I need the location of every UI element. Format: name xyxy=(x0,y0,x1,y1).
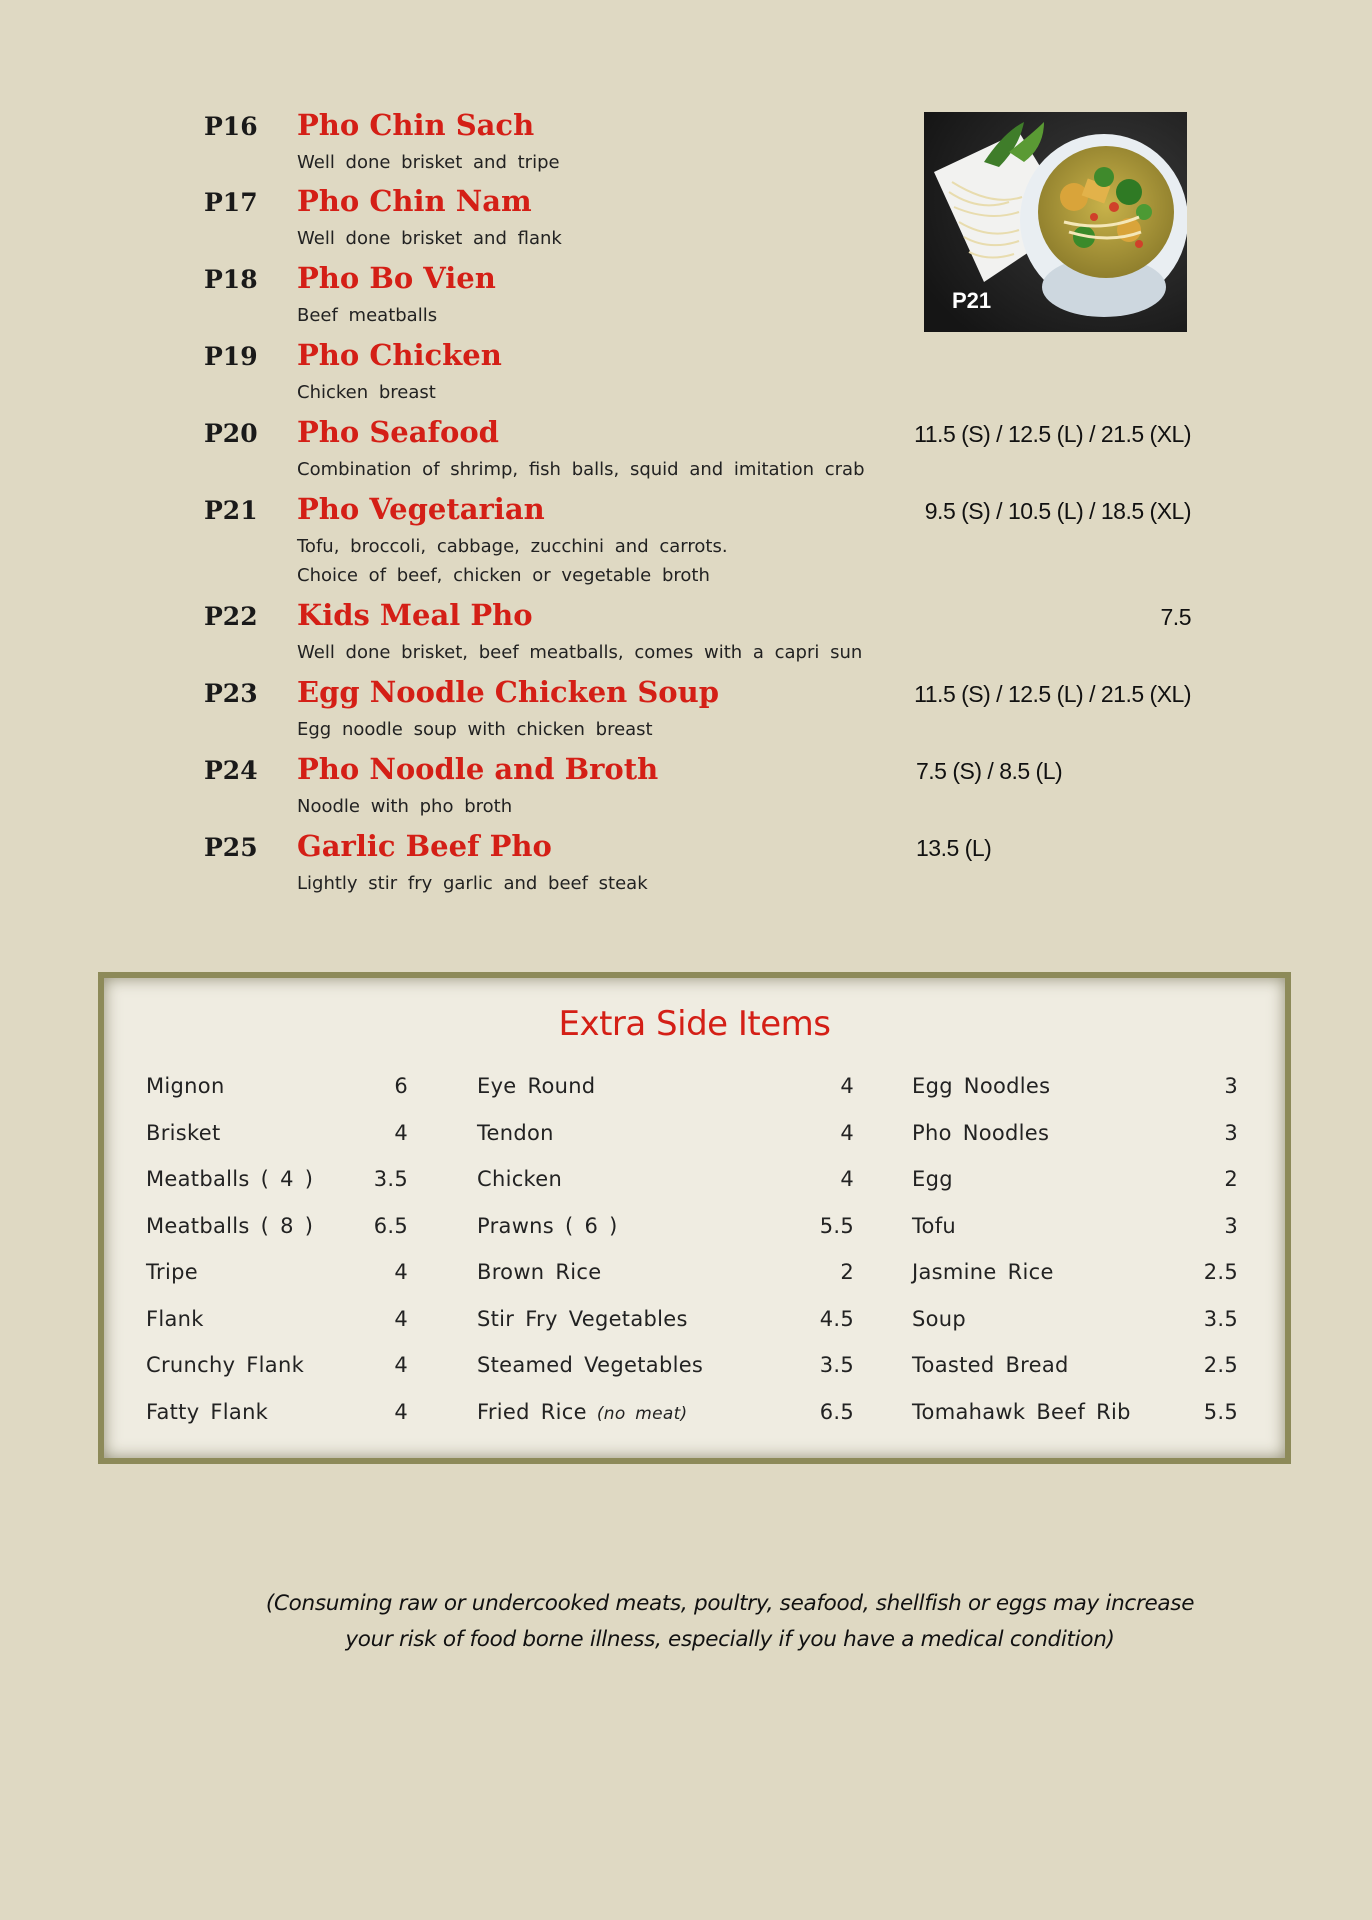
side-item-price: 6 xyxy=(394,1074,408,1098)
side-item xyxy=(146,1307,408,1354)
side-item xyxy=(912,1167,1238,1214)
item-description: Lightly stir fry garlic and beef steak xyxy=(297,873,648,894)
side-item-label: Chicken xyxy=(477,1167,563,1191)
side-item xyxy=(477,1074,854,1121)
side-item-label: Brisket xyxy=(146,1120,221,1145)
side-item-price: 4 xyxy=(840,1120,854,1145)
side-item-price: 2 xyxy=(1224,1167,1238,1191)
side-item xyxy=(912,1214,1238,1261)
side-item xyxy=(146,1167,408,1214)
side-item-label: Tofu xyxy=(912,1213,957,1238)
side-item xyxy=(146,1353,408,1400)
item-price: 11.5 (S) / 12.5 (L) / 21.5 (XL) xyxy=(914,681,1191,707)
item-price: 9.5 (S) / 10.5 (L) / 18.5 (XL) xyxy=(924,498,1191,524)
side-item-price: 4 xyxy=(394,1260,408,1284)
side-item-label-text: Fried Rice xyxy=(477,1399,587,1424)
side-item-price: 4 xyxy=(840,1074,854,1098)
side-item-price: 2.5 xyxy=(1203,1353,1238,1377)
item-description: Egg noodle soup with chicken breast xyxy=(297,719,653,740)
item-name: Pho Chin Nam xyxy=(297,184,532,218)
side-item xyxy=(912,1121,1238,1168)
side-item-label: Egg Noodles xyxy=(912,1074,1051,1098)
side-item-price: 5.5 xyxy=(819,1213,854,1238)
side-item-price: 4 xyxy=(394,1353,408,1377)
item-description-line: Choice of beef, chicken or vegetable broth xyxy=(297,565,710,586)
item-name: Pho Noodle and Broth xyxy=(297,752,659,786)
side-item-price: 3.5 xyxy=(819,1353,854,1377)
item-price: 13.5 (L) xyxy=(916,835,992,861)
side-item xyxy=(146,1121,408,1168)
side-item-label: Flank xyxy=(146,1306,204,1331)
side-item-price: 2 xyxy=(840,1260,854,1284)
side-item-price: 3.5 xyxy=(373,1167,408,1191)
item-description: Well done brisket and flank xyxy=(297,228,562,249)
side-item-price: 3 xyxy=(1224,1074,1238,1098)
side-item-price: 3 xyxy=(1224,1120,1238,1145)
side-item-label: Mignon xyxy=(146,1074,225,1098)
side-item-price: 4 xyxy=(394,1120,408,1145)
side-item-label: Tripe xyxy=(146,1260,198,1284)
side-item xyxy=(912,1400,1238,1447)
item-code: P22 xyxy=(204,602,258,631)
item-description: Chicken breast xyxy=(297,382,436,403)
side-item-label: Prawns ( 6 ) xyxy=(477,1213,618,1238)
item-code: P17 xyxy=(204,188,258,217)
side-item-label: Toasted Bread xyxy=(912,1353,1069,1377)
side-item-note: (no meat) xyxy=(596,1403,688,1424)
item-name: Pho Bo Vien xyxy=(297,261,496,295)
item-code: P23 xyxy=(204,679,258,708)
side-item xyxy=(912,1353,1238,1400)
side-item-label: Tomahawk Beef Rib xyxy=(912,1399,1131,1424)
side-item-label: Meatballs ( 8 ) xyxy=(146,1213,314,1238)
side-item xyxy=(912,1074,1238,1121)
item-price: 7.5 (S) / 8.5 (L) xyxy=(916,758,1063,784)
item-code: P25 xyxy=(204,833,258,862)
side-item-price: 5.5 xyxy=(1203,1399,1238,1424)
side-item xyxy=(477,1214,854,1261)
side-item-label: Fatty Flank xyxy=(146,1399,269,1424)
item-name: Pho Chicken xyxy=(297,338,502,372)
side-item-label: Egg xyxy=(912,1167,953,1191)
side-item xyxy=(477,1167,854,1214)
item-code: P21 xyxy=(204,496,258,525)
item-name: Garlic Beef Pho xyxy=(297,829,552,863)
item-code: P16 xyxy=(204,112,258,141)
item-name: Egg Noodle Chicken Soup xyxy=(297,675,720,709)
item-price: 11.5 (S) / 12.5 (L) / 21.5 (XL) xyxy=(914,421,1191,447)
item-description: Noodle with pho broth xyxy=(297,796,513,817)
sides-title: Extra Side Items xyxy=(558,1004,831,1044)
sides-column-1 xyxy=(146,1074,408,1446)
side-item-label: Stir Fry Vegetables xyxy=(477,1306,688,1331)
side-item-label: Crunchy Flank xyxy=(146,1353,305,1377)
item-name: Pho Vegetarian xyxy=(297,492,545,526)
side-item-price: 4 xyxy=(394,1399,408,1424)
side-item xyxy=(146,1214,408,1261)
disclaimer-line: your risk of food borne illness, especially if you have a medical condition) xyxy=(345,1627,1115,1652)
side-item-label: Jasmine Rice xyxy=(912,1260,1054,1284)
side-item-price: 4 xyxy=(840,1167,854,1191)
item-description: Beef meatballs xyxy=(297,305,438,326)
side-item-price: 2.5 xyxy=(1203,1260,1238,1284)
side-item xyxy=(477,1353,854,1400)
item-name: Kids Meal Pho xyxy=(297,598,533,632)
item-code: P19 xyxy=(204,342,258,371)
side-item-price: 4 xyxy=(394,1306,408,1331)
extra-side-items-box xyxy=(98,972,1291,1464)
side-item xyxy=(912,1260,1238,1307)
item-name: Pho Chin Sach xyxy=(297,108,535,142)
side-item-label: Tendon xyxy=(477,1120,554,1145)
side-item xyxy=(146,1074,408,1121)
pho-bowl-photo xyxy=(924,112,1187,332)
item-description: Well done brisket and tripe xyxy=(297,152,560,173)
item-description: Combination of shrimp, fish balls, squid and imitation crab xyxy=(297,459,865,480)
photo-label: P21 xyxy=(952,288,992,313)
side-item xyxy=(912,1307,1238,1354)
side-item-price: 3 xyxy=(1224,1213,1238,1238)
sides-column-3 xyxy=(912,1074,1238,1446)
side-item-label: Eye Round xyxy=(477,1074,596,1098)
item-description-line: Tofu, broccoli, cabbage, zucchini and carrots. xyxy=(297,536,728,557)
side-item-price: 3.5 xyxy=(1203,1306,1238,1331)
item-name: Pho Seafood xyxy=(297,415,499,449)
side-item-price: 4.5 xyxy=(819,1306,854,1331)
item-price: 7.5 xyxy=(1160,604,1191,630)
sides-column-2 xyxy=(477,1074,854,1446)
side-item xyxy=(477,1400,854,1447)
side-item-label xyxy=(477,1400,688,1424)
disclaimer-line: (Consuming raw or undercooked meats, poultry, seafood, shellfish or eggs may increase xyxy=(265,1591,1195,1616)
item-description xyxy=(297,532,728,590)
side-item-label: Soup xyxy=(912,1306,967,1331)
item-code: P18 xyxy=(204,265,258,294)
side-item xyxy=(146,1260,408,1307)
item-description: Well done brisket, beef meatballs, comes with a capri sun xyxy=(297,642,863,663)
side-item xyxy=(477,1121,854,1168)
side-item xyxy=(146,1400,408,1447)
side-item-price: 6.5 xyxy=(373,1213,408,1238)
side-item-label: Brown Rice xyxy=(477,1260,602,1284)
side-item-label: Pho Noodles xyxy=(912,1120,1050,1145)
side-item-label: Meatballs ( 4 ) xyxy=(146,1167,314,1191)
side-item-label: Steamed Vegetables xyxy=(477,1353,704,1377)
side-item xyxy=(477,1307,854,1354)
item-code: P24 xyxy=(204,756,258,785)
side-item xyxy=(477,1260,854,1307)
item-code: P20 xyxy=(204,419,258,448)
side-item-price: 6.5 xyxy=(819,1399,854,1424)
food-safety-disclaimer xyxy=(230,1586,1230,1658)
